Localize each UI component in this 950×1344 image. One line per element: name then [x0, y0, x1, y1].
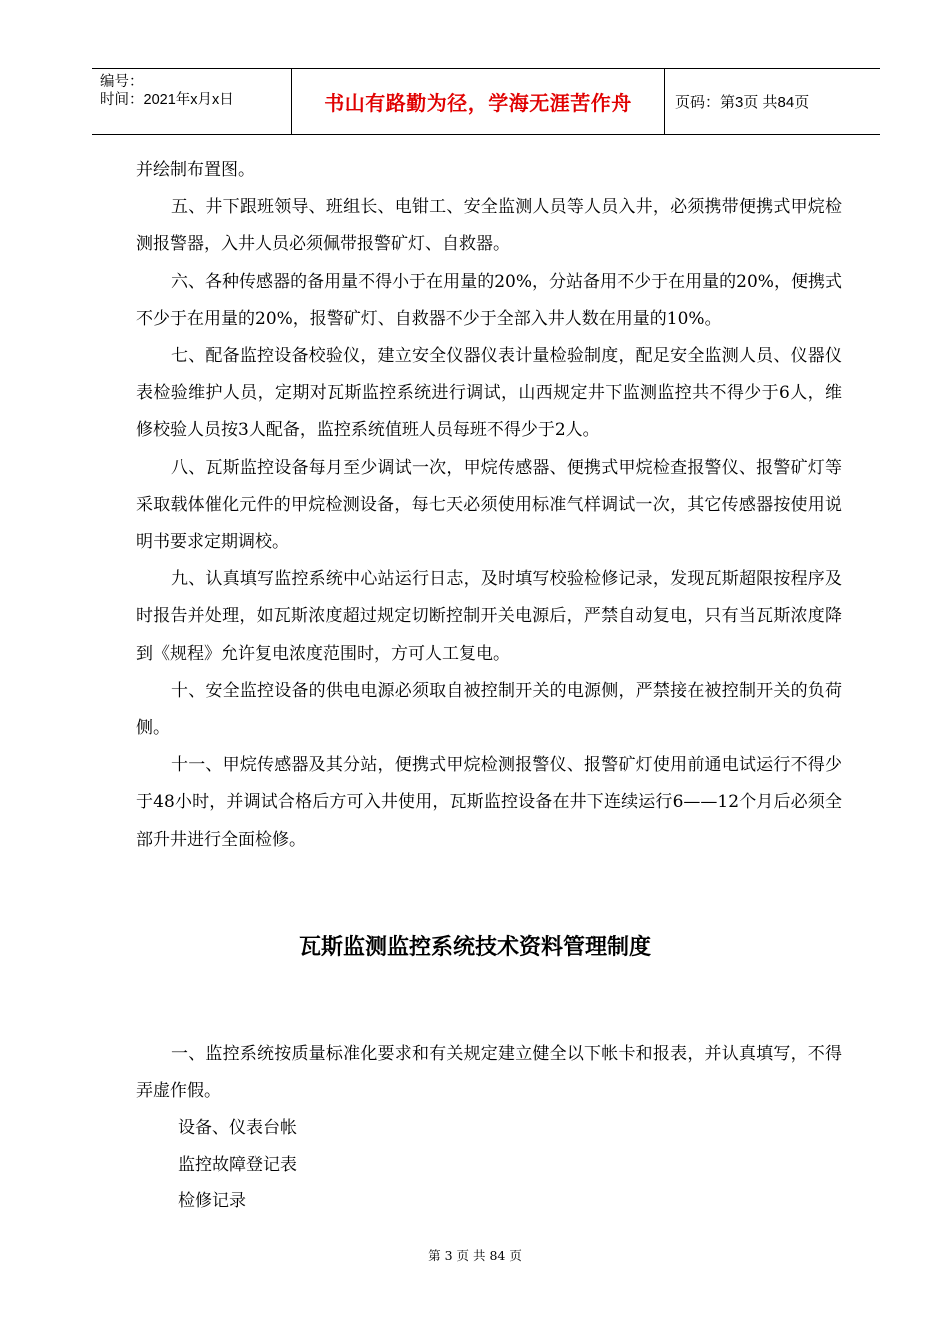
paragraph-10: 十、安全监控设备的供电电源必须取自被控制开关的电源侧，严禁接在被控制开关的负荷侧。	[136, 680, 842, 739]
paragraph-11: 十一、甲烷传感器及其分站，便携式甲烷检测报警仪、报警矿灯使用前通电试运行不得少于48小时，并调试合格后方可入井使用，瓦斯监控设备在井下连续运行6——12个月后必须全部升井进行全面检修。	[136, 755, 842, 850]
header-meta	[92, 69, 292, 134]
paragraph-9: 九、认真填写监控系统中心站运行日志，及时填写校验检修记录，发现瓦斯超限按程序及时报告并处理，如瓦斯浓度超过规定切断控制开关电源后，严禁自动复电，只有当瓦斯浓度降到《规程》允许复电浓度范围时，方可人工复电。	[136, 569, 842, 664]
section-paragraph-1: 一、监控系统按质量标准化要求和有关规定建立健全以下帐卡和报表，并认真填写，不得弄虚作假。	[136, 1044, 842, 1102]
header-motto-cell	[292, 69, 665, 134]
section-body	[136, 1036, 842, 1220]
list-item: 检修记录	[178, 1191, 246, 1212]
page-footer: 第 3 页 共 84 页	[428, 1248, 522, 1263]
header-page-code-cell	[665, 69, 880, 134]
paragraph-8: 八、瓦斯监控设备每月至少调试一次，甲烷传感器、便携式甲烷检查报警仪、报警矿灯等采取载体催化元件的甲烷检测设备，每七天必须使用标准气样调试一次，其它传感器按使用说明书要求定期调校。	[136, 457, 842, 553]
section-title: 瓦斯监测监控系统技术资料管理制度	[298, 935, 651, 960]
header-motto: 书山有路勤为径，学海无涯苦作舟	[324, 91, 632, 115]
header-page-code: 页码：第3页 共84页	[675, 94, 810, 111]
document-number-label: 编号：	[100, 74, 144, 90]
paragraph-6: 六、各种传感器的备用量不得小于在用量的20%，分站备用不少于在用量的20%，便携式不少于在用量的20%，报警矿灯、自救器不少于全部入井人数在用量的10%。	[136, 271, 842, 329]
paragraph-7: 七、配备监控设备校验仪，建立安全仪器仪表计量检验制度，配足安全监测人员、仪器仪表检验维护人员，定期对瓦斯监控系统进行调试，山西规定井下监测监控共不得少于6人，维修校验人员按3人配备，监控系统值班人员每班不得少于2人。	[136, 346, 842, 441]
document-time: 时间：2021年x月x日	[100, 92, 234, 108]
paragraph-continuation: 并绘制布置图。	[136, 160, 255, 180]
body-text	[136, 152, 842, 859]
list-item: 监控故障登记表	[178, 1154, 297, 1175]
page-header	[92, 68, 880, 135]
paragraph-5: 五、井下跟班领导、班组长、电钳工、安全监测人员等人员入井，必须携带便携式甲烷检测报警器，入井人员必须佩带报警矿灯、自救器。	[136, 197, 842, 255]
list-item: 设备、仪表台帐	[178, 1118, 297, 1139]
